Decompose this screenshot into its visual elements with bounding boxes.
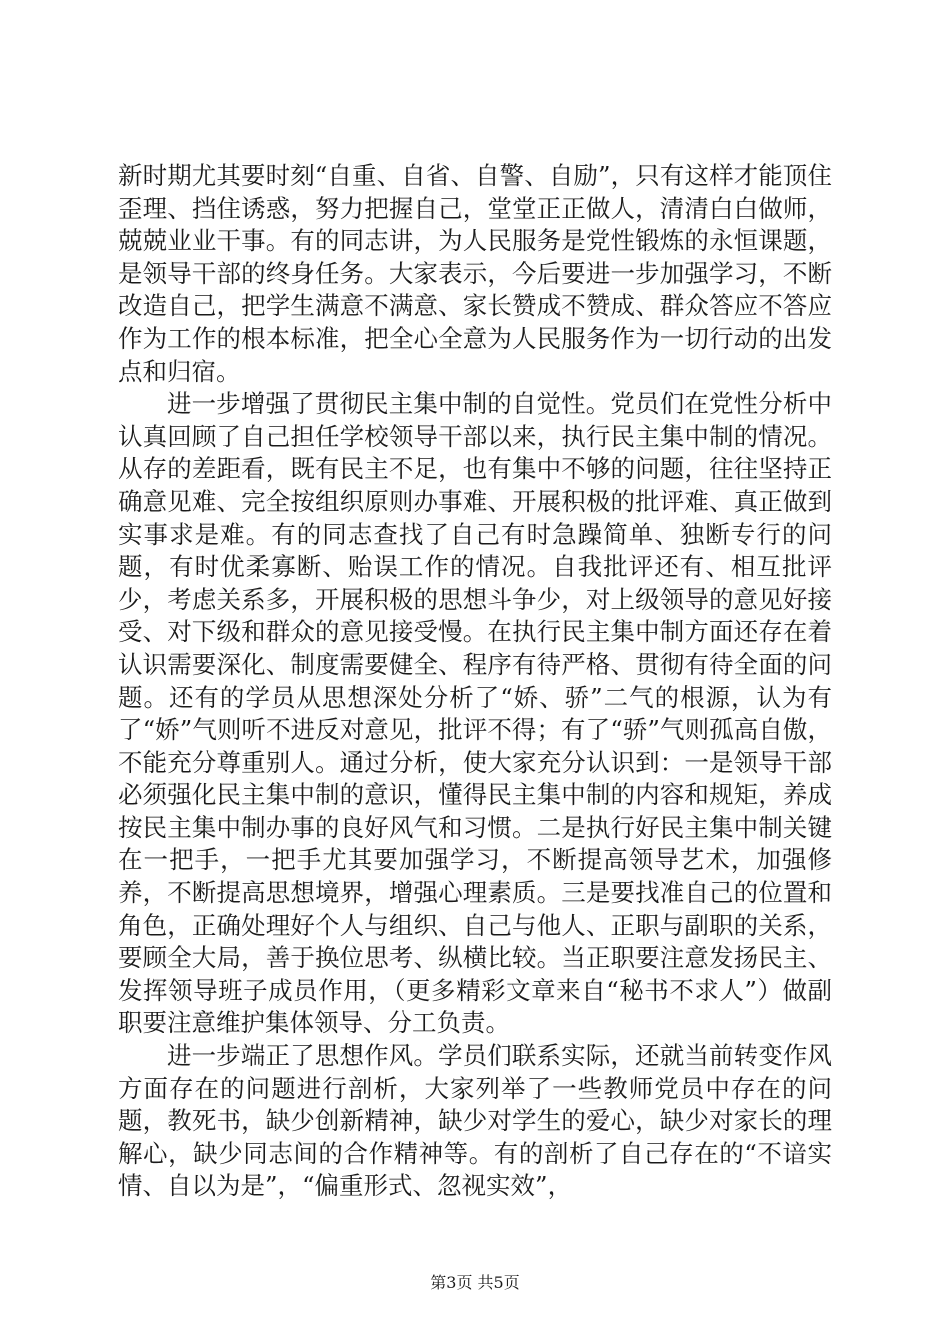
document-body [118,160,832,1203]
paragraph-1: 新时期尤其要时刻“自重、自省、自警、自励”，只有这样才能顶住歪理、挡住诱惑，努力把握自己，堂堂正正做人，清清白白做师，兢兢业业干事。有的同志讲，为人民服务是党性锻炼的永恒课题，是领导干部的终身任务。大家表示，今后要进一步加强学习，不断改造自己，把学生满意不满意、家长赞成不赞成、群众答应不答应作为工作的根本标准，把全心全意为人民服务作为一切行动的出发点和归宿。 [118,161,832,386]
page-number-footer: 第3页 共5页 [430,1273,520,1292]
paragraph-3: 进一步端正了思想作风。学员们联系实际，还就当前转变作风方面存在的问题进行剖析，大家列举了一些教师党员中存在的问题，教死书，缺少创新精神，缺少对学生的爱心，缺少对家长的理解心，缺少同志间的合作精神等。有的剖析了自己存在的“不谙实情、自以为是”，“偏重形式、忽视实效”， [118,1041,832,1201]
paragraph-2: 进一步增强了贯彻民主集中制的自觉性。党员们在党性分析中认真回顾了自己担任学校领导干部以来，执行民主集中制的情况。从存的差距看，既有民主不足，也有集中不够的问题，往往坚持正确意见难、完全按组织原则办事难、开展积极的批评难、真正做到实事求是难。有的同志查找了自己有时急躁简单、独断专行的问题，有时优柔寡断、贻误工作的情况。自我批评还有、相互批评少，考虑关系多，开展积极的思想斗争少，对上级领导的意见好接受、对下级和群众的意见接受慢。在执行民主集中制方面还存在着认识需要深化、制度需要健全、程序有待严格、贯彻有待全面的问题。还有的学员从思想深处分析了“娇、骄”二气的根源，认为有了“娇”气则听不进反对意见，批评不得；有了“骄”气则孤高自傲，不能充分尊重别人。通过分析，使大家充分认识到：一是领导干部必须强化民主集中制的意识，懂得民主集中制的内容和规矩，养成按民主集中制办事的良好风气和习惯。二是执行好民主集中制关键在一把手，一把手尤其要加强学习，不断提高领导艺术，加强修养，不断提高思想境界，增强心理素质。三是要找准自己的位置和角色，正确处理好个人与组织、自己与他人、正职与副职的关系，要顾全大局，善于换位思考、纵横比较。当正职要注意发扬民主、发挥领导班子成员作用，（更多精彩文章来自“秘书不求人”）做副职要注意维护集体领导、分工负责。 [118,389,832,1038]
